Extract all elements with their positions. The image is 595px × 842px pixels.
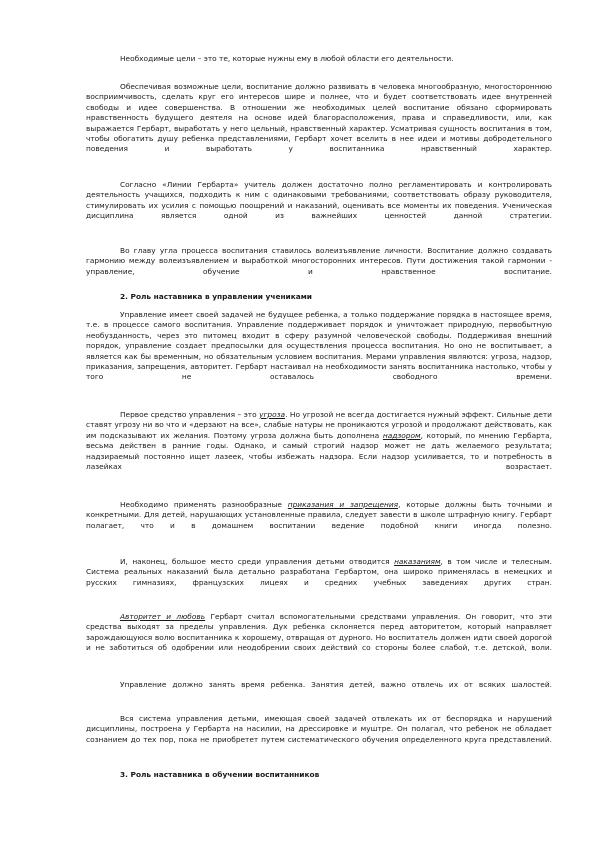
- paragraph-2: Согласно «Линии Гербарта» учитель должен достаточно полно регламентировать и контролировать деятельность учащихся, подходить к ним с одинаковыми требованиями, соответствовать образу руководителя, стимулировать их усилия с помощью поощрений и наказаний, оценивать все моменты их поведения. Ученическая дисциплина является одной из важнейших ценностей данной стратегии.: [86, 180, 552, 221]
- paragraph-6-text-a: Необходимо применять разнообразные: [120, 500, 288, 509]
- paragraph-9: Управление должно занять время ребенка. Занятия детей, важно отвлечь их от всяких шалостей.: [120, 680, 552, 689]
- paragraph-8: [86, 612, 552, 664]
- term-threat: угроза: [259, 410, 286, 419]
- paragraph-5-text-b: . Но угрозой не всегда достигается нужный эффект. Сильные дети ставят угрозу ни во что и «дерзают на все», слабые натуры не проникаются угрозой и продолжают действовать, как им подсказывают их желания. Поэтому угроза должна быть дополнена: [86, 410, 552, 440]
- paragraph-8-text-a: Гербарт считал вспомогательными средствами управления. Он говорит, что эти средства выходят за пределы управления. Дух ребенка склоняется перед авторитетом, который направляет зарождающуюся волю воспитанника к хорошему, отвращая от дурного. Но воспитатель должен идти своей дорогой и не заботиться об одобрении или неодобрении своих действий со стороны более слабой, т.е. детской, воли.: [86, 612, 552, 653]
- section-heading-2: 2. Роль наставника в управлении учениками: [120, 292, 312, 301]
- section-heading-3: 3. Роль наставника в обучении воспитанников: [120, 770, 320, 779]
- term-punishments: наказаниям: [394, 557, 441, 566]
- paragraph-7-text-a: И, наконец, большое место среди управления детьми отводится: [120, 557, 395, 566]
- term-authority-love: Авторитет и любовь: [120, 612, 206, 621]
- paragraph-7: [86, 557, 552, 599]
- paragraph-5: [86, 410, 552, 483]
- paragraph-7-text-b: , в том числе и телесным. Система реальных наказаний была детально разработана Гербартом, она широко применялась в немецких и русских гимназиях, французских лицеях и средних учебных заведениях других стран.: [86, 557, 552, 587]
- paragraph-10: Вся система управления детьми, имеющая своей задачей отвлекать их от беспорядка и нарушений дисциплины, построена у Гербарта на насилии, на дрессировке и муштре. Он полагал, что ребенок не обладает сознанием до тех пор, пока не приобретет путем систематического обучения определенного круга представлений.: [86, 714, 552, 744]
- paragraph-5-text-c: , который, по мнению Гербарта, весьма действен в ранние годы. Однако, и самый строгий надзор может не дать желаемого результата; надзираемый постоянно ищет лазеек, чтобы избежать надзора. Если надзор усиливается, то и потребность в лазейках возрастает.: [86, 430, 552, 472]
- term-orders-prohibitions: приказания и запрещения: [287, 500, 399, 509]
- intro-line: Необходимые цели – это те, которые нужны ему в любой области его деятельности.: [120, 54, 454, 63]
- paragraph-5-text-a: Первое средство управления – это: [120, 410, 260, 419]
- paragraph-4: Управление имеет своей задачей не будущее ребенка, а только поддержание порядка в настоящее время, т.е. в процессе самого воспитания. Управление поддерживает порядок и уничтожает природную, первобытную необузданность, через это питомец входит в сферу разумной человеческой свободы. Поддерживая внешний порядок, управление создает предпосылки для осуществления процесса воспитания. Но оно не воспитывает, а является как бы временным, но обязательным условием воспитания. Мерами управления являются: угроза, надзор, приказания, запрещения, авторитет. Гербарт настаивал на необходимости занять воспитанника настолько, чтобы у того не оставалось свободного времени.: [86, 310, 552, 382]
- term-supervision: надзором: [382, 430, 421, 440]
- paragraph-6-text-b: , которые должны быть точными и конкретными. Для детей, нарушающих установленные правила, следует завести в школе штрафную книгу. Гербарт полагает, что и в домашнем воспитании ведение подобной книги иногда полезно.: [86, 500, 553, 530]
- paragraph-1: Обеспечивая возможные цели, воспитание должно развивать в человека многообразную, многостороннюю восприимчивость, сделать круг его интересов шире и полнее, что и будет соответствовать идее внутренней свободы и идее совершенства. В отношении же необходимых целей воспитание обязано сформировать нравственность будущего деятеля на основе идей благорасположения, права и справедливости, или, как выражается Гербарт, выработать у него цельный, нравственный характер. Усматривая сущность воспитания в том, чтобы обогатить душу ребенка представлениями, Гербарт хочет вселить в нее идеи и мотивы добродетельного поведения и выработать у воспитанника нравственный характер.: [86, 82, 552, 154]
- paragraph-6: [86, 500, 552, 542]
- paragraph-3: Во главу угла процесса воспитания ставилось волеизъявление личности. Воспитание должно создавать гармонию между волеизъявлением и выработкой многосторонних интересов. Пути достижения такой гармонии - управление, обучение и нравственное воспитание.: [86, 246, 552, 276]
